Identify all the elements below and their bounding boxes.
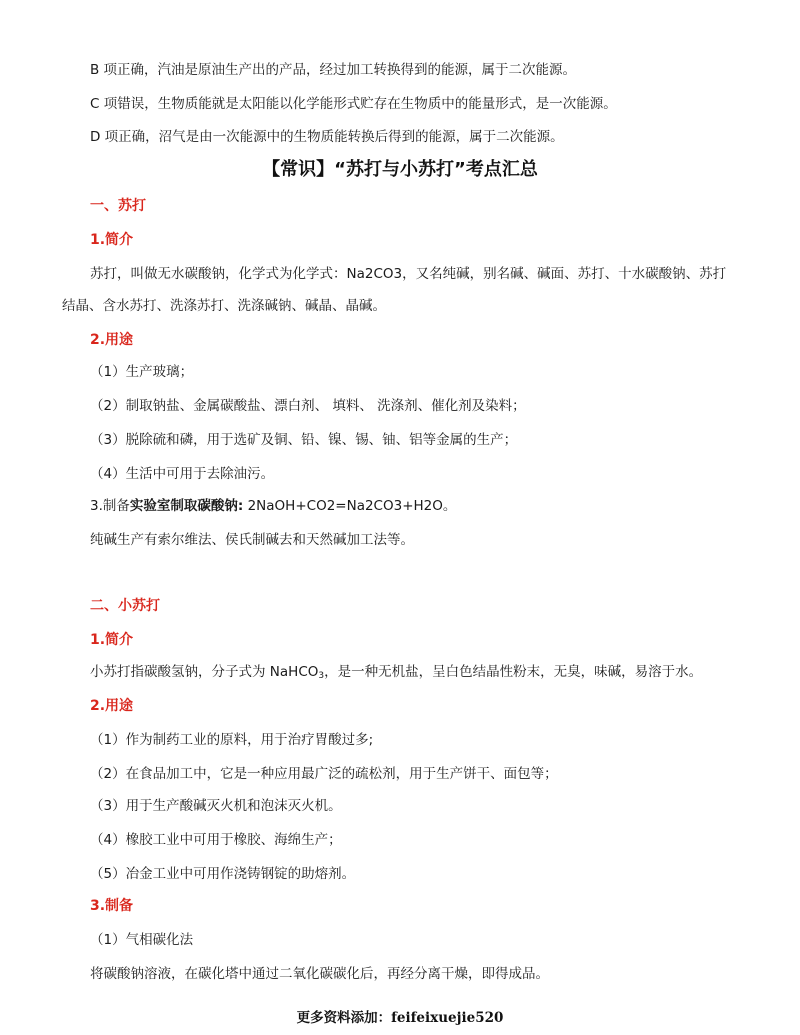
soda-use-item: （4）生活中可用于去除油污。 [90,466,275,482]
baking-soda-use-item: （1）作为制药工业的原料，用于治疗胃酸过多; [90,732,374,748]
soda-prep-line [90,496,456,516]
baking-soda-intro-sub: 3 [318,671,325,681]
baking-soda-intro [90,662,702,686]
baking-soda-use-item: （3）用于生产酸碱灭火机和泡沫灭火机。 [90,798,342,814]
intro-line-c: C 项错误，生物质能就是太阳能以化学能形式贮存在生物质中的能量形式，是一次能源。 [90,96,617,112]
baking-soda-intro-suffix: ，是一种无机盐，呈白色结晶性粉末，无臭，味碱，易溶于水。 [324,664,703,680]
soda-use-item: （1）生产玻璃； [90,364,194,380]
baking-soda-use-item: （5）冶金工业中可用作浇铸钢锭的助熔剂。 [90,866,356,882]
intro-line-b: B 项正确，汽油是原油生产出的产品，经过加工转换得到的能源，属于二次能源。 [90,62,577,78]
baking-soda-intro-prefix: 小苏打指碳酸氢钠，分子式为 NaHCO [90,664,319,680]
subheading-baking-soda-intro: 1.简介 [90,632,134,648]
soda-prep-note: 纯碱生产有索尔维法、侯氏制碱去和天然碱加工法等。 [90,532,414,548]
subheading-soda-intro: 1.简介 [90,232,134,248]
soda-prep-prefix: 3.制备 [90,498,130,514]
baking-soda-use-item: （2）在食品加工中，它是一种应用最广泛的疏松剂，用于生产饼干、面包等； [90,766,558,782]
subheading-soda-uses: 2.用途 [90,332,134,348]
page-title: 【常识】“苏打与小苏打”考点汇总 [262,159,538,180]
subheading-baking-soda-uses: 2.用途 [90,698,134,714]
baking-soda-prep-desc: 将碳酸钠溶液，在碳化塔中通过二氧化碳碳化后，再经分离干燥，即得成品。 [90,966,549,982]
soda-intro-line2: 结晶、含水苏打、洗涤苏打、洗涤碱钠、碱晶、晶碱。 [62,298,386,314]
section-heading-soda: 一、苏打 [90,198,146,214]
subheading-baking-soda-prep: 3.制备 [90,898,134,914]
section-heading-baking-soda: 二、小苏打 [90,598,160,614]
soda-use-item: （2）制取钠盐、金属碳酸盐、漂白剂、 填料、 洗涤剂、催化剂及染料； [90,398,526,414]
baking-soda-use-item: （4）橡胶工业中可用于橡胶、海绵生产； [90,832,342,848]
footer-note: 更多资料添加：feifeixuejie520 [296,1010,504,1026]
baking-soda-prep-method: （1）气相碳化法 [90,932,194,948]
soda-prep-bold: 实验室制取碳酸钠: [129,498,244,514]
intro-line-d: D 项正确，沼气是由一次能源中的生物质能转换后得到的能源，属于二次能源。 [90,129,564,145]
soda-intro-line1: 苏打，叫做无水碳酸钠，化学式为化学式：Na2CO3，又名纯碱，别名碱、碱面、苏打、十水碳酸钠、苏打 [90,266,727,282]
soda-use-item: （3）脱除硫和磷，用于选矿及铜、铅、镍、锡、铀、铝等金属的生产； [90,432,518,448]
soda-prep-formula: 2NaOH+CO2=Na2CO3+H2O。 [243,498,457,514]
